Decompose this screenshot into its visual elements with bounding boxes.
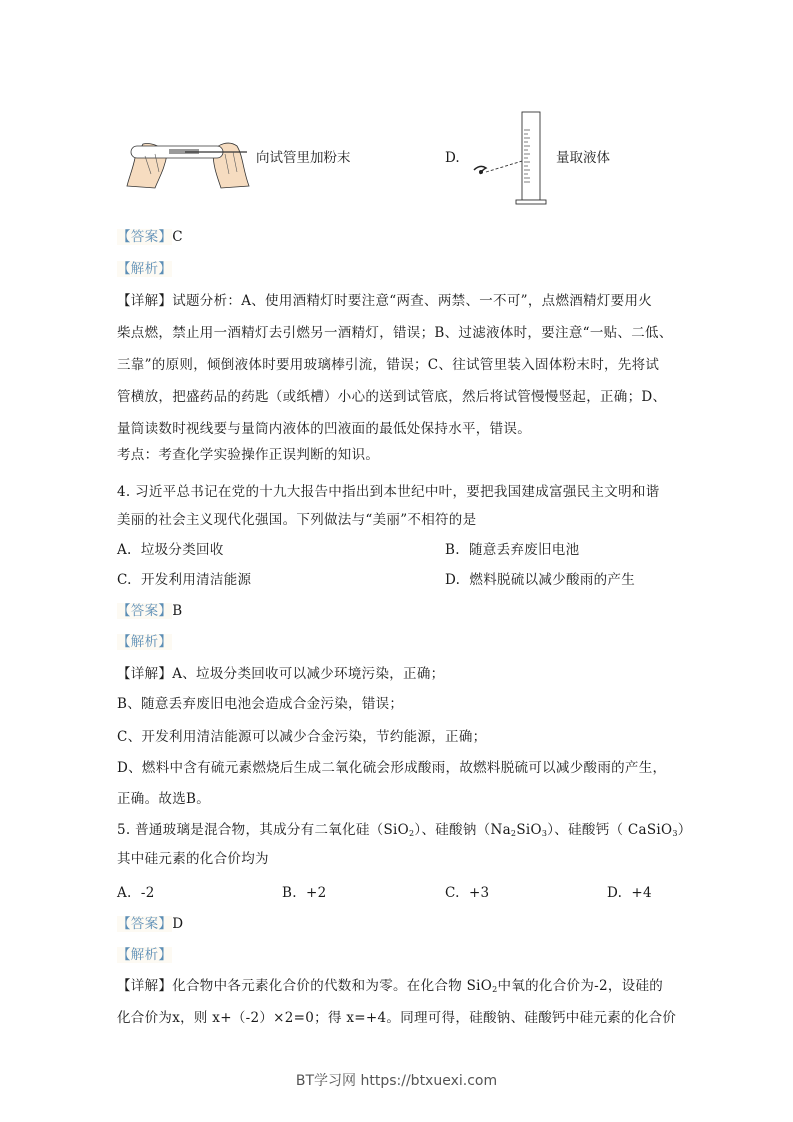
q3-detail-line-1: 【详解】试题分析：A、使用酒精灯时要注意“两查、两禁、一不可”，点燃酒精灯要用火 — [117, 293, 653, 309]
q3-detail-line-3: 三靠”的原则，倾倒液体时要用玻璃棒引流，错误；C、往试管里装入固体粉末时，先将试 — [117, 357, 660, 373]
q4-detail-line-3: C、开发利用清洁能源可以减少合金污染，节约能源，正确； — [117, 729, 487, 745]
answer-tag: 【答案】 — [117, 916, 173, 932]
q4-option-a: A. 垃圾分类回收 — [117, 542, 224, 558]
detail-tag: 【详解】 — [117, 293, 173, 309]
q4-option-b: B. 随意丢弃废旧电池 — [445, 542, 580, 558]
q4-answer-line — [117, 601, 182, 621]
q5-option-b: B. +2 — [282, 885, 327, 901]
q4-stem-line-2: 美丽的社会主义现代化强国。下列做法与“美丽”不相符的是 — [117, 512, 477, 528]
detail-tag: 【详解】 — [117, 666, 173, 682]
analysis-tag: 【解析】 — [117, 261, 173, 277]
graduated-cylinder-icon — [470, 110, 550, 208]
answer-tag: 【答案】 — [117, 603, 173, 619]
q5-detail-line-2: 化合价为x，则 x+（-2）×2=0；得 x=+4。同理可得，硅酸钠、硅酸钙中硅元素的化合价 — [117, 1010, 677, 1026]
analysis-tag: 【解析】 — [117, 947, 173, 963]
q3-detail-line-4: 管横放，把盛药品的药匙（或纸槽）小心的送到试管底，然后将试管慢慢竖起，正确；D、 — [117, 389, 667, 405]
q3-detail-line-5: 量筒读数时视线要与量筒内液体的凹液面的最低处保持水平，错误。 — [117, 421, 531, 437]
answer-tag: 【答案】 — [117, 229, 173, 245]
q4-detail-line-1: 【详解】A、垃圾分类回收可以减少环境污染，正确； — [117, 666, 445, 682]
hands-test-tube-icon — [125, 128, 255, 190]
q5-stem-line-1: 5. 普通玻璃是混合物，其成分有二氧化硅（SiO$_2$）、硅酸钠$(Na_2SiO_3)$、硅酸钙（ CaSiO$_3$） — [117, 822, 692, 838]
option-d-letter: D. — [445, 150, 460, 166]
q4-detail-line-4: D、燃料中含有硫元素燃烧后生成二氧化硫会形成酸雨，故燃料脱硫可以减少酸雨的产生， — [117, 760, 667, 776]
q5-detail-line-1: 【详解】化合物中各元素化合价的代数和为零。在化合物 SiO$_2$中氧的化合价为-2，设硅的 — [117, 978, 664, 994]
q4-stem-line-1: 4. 习近平总书记在党的十九大报告中指出到本世纪中叶，要把我国建成富强民主文明和谐 — [117, 484, 660, 500]
q4-detail-line-5: 正确。故选B。 — [117, 791, 211, 807]
q3-answer-line — [117, 227, 183, 247]
analysis-tag: 【解析】 — [117, 634, 173, 650]
q5-answer-line — [117, 914, 183, 934]
q3-analysis-tag — [117, 259, 172, 279]
hands-adding-powder-figure — [125, 128, 255, 190]
option-d-image-caption: 量取液体 — [556, 150, 610, 166]
q4-option-d: D. 燃料脱硫以减少酸雨的产生 — [445, 572, 636, 588]
answer-value: C — [172, 229, 183, 245]
footer-watermark: BT学习网 https://btxuexi.com — [295, 1073, 498, 1089]
q5-option-c: C. +3 — [445, 885, 490, 901]
answer-value: D — [172, 916, 184, 932]
detail-tag: 【详解】 — [117, 978, 173, 994]
answer-value: B — [172, 603, 183, 619]
q4-detail-line-2: B、随意丢弃废旧电池会造成合金污染，错误； — [117, 696, 404, 712]
q5-stem-line-2: 其中硅元素的化合价均为 — [117, 851, 269, 867]
q3-detail-line-2: 柴点燃，禁止用一酒精灯去引燃另一酒精灯，错误；B、过滤液体时，要注意“一贴、二低、 — [117, 325, 673, 341]
graduated-cylinder-figure — [470, 110, 550, 208]
q5-analysis-tag — [117, 945, 172, 965]
q4-option-c: C. 开发利用清洁能源 — [117, 572, 252, 588]
q5-option-d: D. +4 — [607, 885, 652, 901]
q5-option-a: A. -2 — [117, 885, 155, 901]
q3-kaodian: 考点：考查化学实验操作正误判断的知识。 — [117, 447, 380, 463]
option-c-image-caption: 向试管里加粉末 — [256, 150, 351, 166]
q4-analysis-tag — [117, 632, 172, 652]
